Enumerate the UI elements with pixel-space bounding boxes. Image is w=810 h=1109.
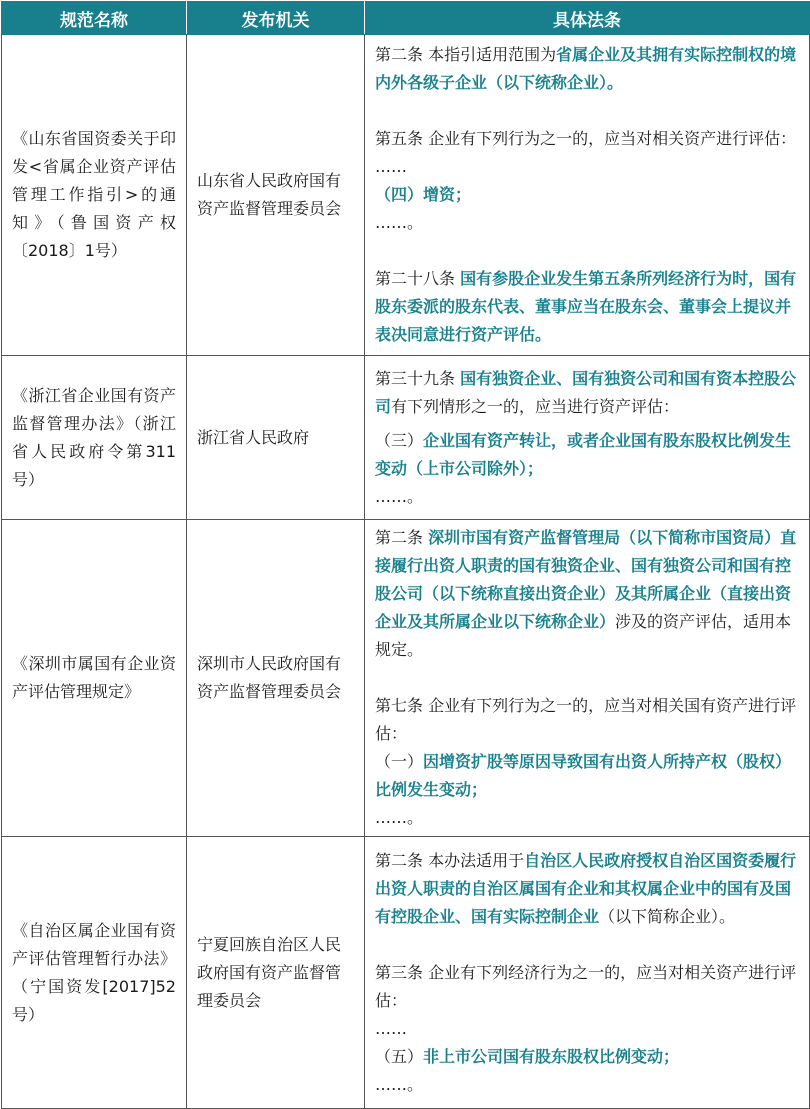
clause-text [365, 520, 810, 837]
table-header-row [2, 2, 810, 35]
table-row [2, 356, 810, 520]
issuing-authority: 宁夏回族自治区人民政府国有资产监督管理委员会 [187, 837, 365, 1109]
clause-paragraph-highlight: （四）增资； [375, 185, 472, 204]
clause-text-plain: 第三十九条 [375, 368, 461, 388]
clause-paragraph: …… [375, 157, 407, 176]
regulation-table [1, 1, 810, 1109]
paragraph-gap [375, 664, 799, 692]
table-row [2, 35, 810, 356]
clause-paragraph: ……。 [375, 213, 424, 232]
clause-text [365, 35, 810, 356]
clause-paragraph: 第五条 企业有下列行为之一的，应当对相关资产进行评估： [375, 129, 797, 148]
clause-text-highlight: 企业国有资产转让，或者企业国有股东股权比例发生变动（上市公司除外）； [375, 430, 792, 478]
clause-text-plain: （三） [375, 430, 424, 450]
clause-text-highlight: 自治区人民政府授权自治区国资委履行出资人职责的自治区属国有企业和其权属企业中的国有及国有控股企业、国有实际控制企业 [375, 850, 797, 926]
clause-text-highlight: 国有独资企业、国有独资公司和国有资本控股公司 [375, 368, 797, 416]
clause-text-plain: 第二十八条 [375, 269, 461, 288]
clause-paragraph [375, 524, 799, 664]
clause-paragraph: …… [375, 1018, 407, 1038]
clause-paragraph [375, 265, 799, 349]
clause-text-highlight: 国有参股企业发生第五条所列经济行为时，国有股东委派的股东代表、董事应当在股东会、董事会上提议并表决同意进行资产评估。 [375, 269, 797, 344]
paragraph-gap [375, 97, 799, 125]
clause-text-highlight: 深圳市国有资产监督管理局（以下简称市国资局）直接履行出资人职责的国有独资企业、国有独资公司和国有控股公司（以下统称直接出资企业）及其所属企业（直接出资企业及其所属企业以下统称企业） [375, 528, 797, 631]
clause-text-plain: （以下简称企业）。 [599, 906, 736, 926]
clause-text-plain: （五） [375, 1046, 424, 1066]
regulation-name: 《自治区属企业国有资产评估管理暂行办法》（宁国资发[2017]52号） [2, 837, 187, 1109]
clause-text [365, 837, 810, 1109]
clause-paragraph [375, 427, 799, 483]
clause-paragraph: ……。 [375, 1074, 424, 1094]
clause-text [365, 356, 810, 520]
table-row [2, 520, 810, 837]
clause-paragraph [375, 41, 799, 97]
clause-text-highlight: 非上市公司国有股东股权比例变动； [423, 1046, 680, 1066]
table-row [2, 837, 810, 1109]
regulation-name: 《山东省国资委关于印发<省属企业资产评估管理工作指引>的通知》（鲁国资产权〔2018〕1号） [2, 35, 187, 356]
clause-text-plain: 有下列情形之一的，应当进行资产评估： [391, 396, 680, 416]
clause-text-highlight: 因增资扩股等原因导致国有出资人所持产权（股权）比例发生变动； [375, 752, 792, 799]
issuing-authority: 浙江省人民政府 [187, 356, 365, 520]
clause-text-plain: 涉及的资产评估，适用本规定。 [375, 612, 792, 659]
clause-text-highlight: 省属企业及其拥有实际控制权的境内外各级子企业（以下统称企业）。 [375, 45, 797, 92]
issuing-authority: 山东省人民政府国有资产监督管理委员会 [187, 35, 365, 356]
clause-text-plain: （一） [375, 752, 424, 771]
issuing-authority: 深圳市人民政府国有资产监督管理委员会 [187, 520, 365, 837]
clause-paragraph: 第三条 企业有下列经济行为之一的，应当对相关资产进行评估： [375, 962, 797, 1010]
regulation-name: 《深圳市属国有企业资产评估管理规定》 [2, 520, 187, 837]
header-issuing-authority: 发布机关 [187, 2, 365, 35]
clause-text-plain: 第二条 本办法适用于 [375, 850, 525, 870]
regulation-name: 《浙江省企业国有资产监督管理办法》（浙江省人民政府令第311号） [2, 356, 187, 520]
paragraph-gap [375, 931, 799, 959]
clause-paragraph: ……。 [375, 808, 424, 827]
clause-paragraph [375, 1043, 799, 1071]
clause-paragraph [375, 748, 799, 804]
clause-paragraph [375, 365, 799, 421]
paragraph-gap [375, 237, 799, 265]
clause-paragraph [375, 847, 799, 931]
clause-text-plain: 第二条 [375, 528, 429, 547]
clause-text-plain: 第二条 本指引适用范围为 [375, 45, 557, 64]
clause-paragraph: 第七条 企业有下列行为之一的，应当对相关国有资产进行评估： [375, 696, 797, 743]
clause-paragraph: ……。 [375, 486, 424, 506]
header-specific-clauses: 具体法条 [365, 2, 810, 35]
header-regulation-name: 规范名称 [2, 2, 187, 35]
